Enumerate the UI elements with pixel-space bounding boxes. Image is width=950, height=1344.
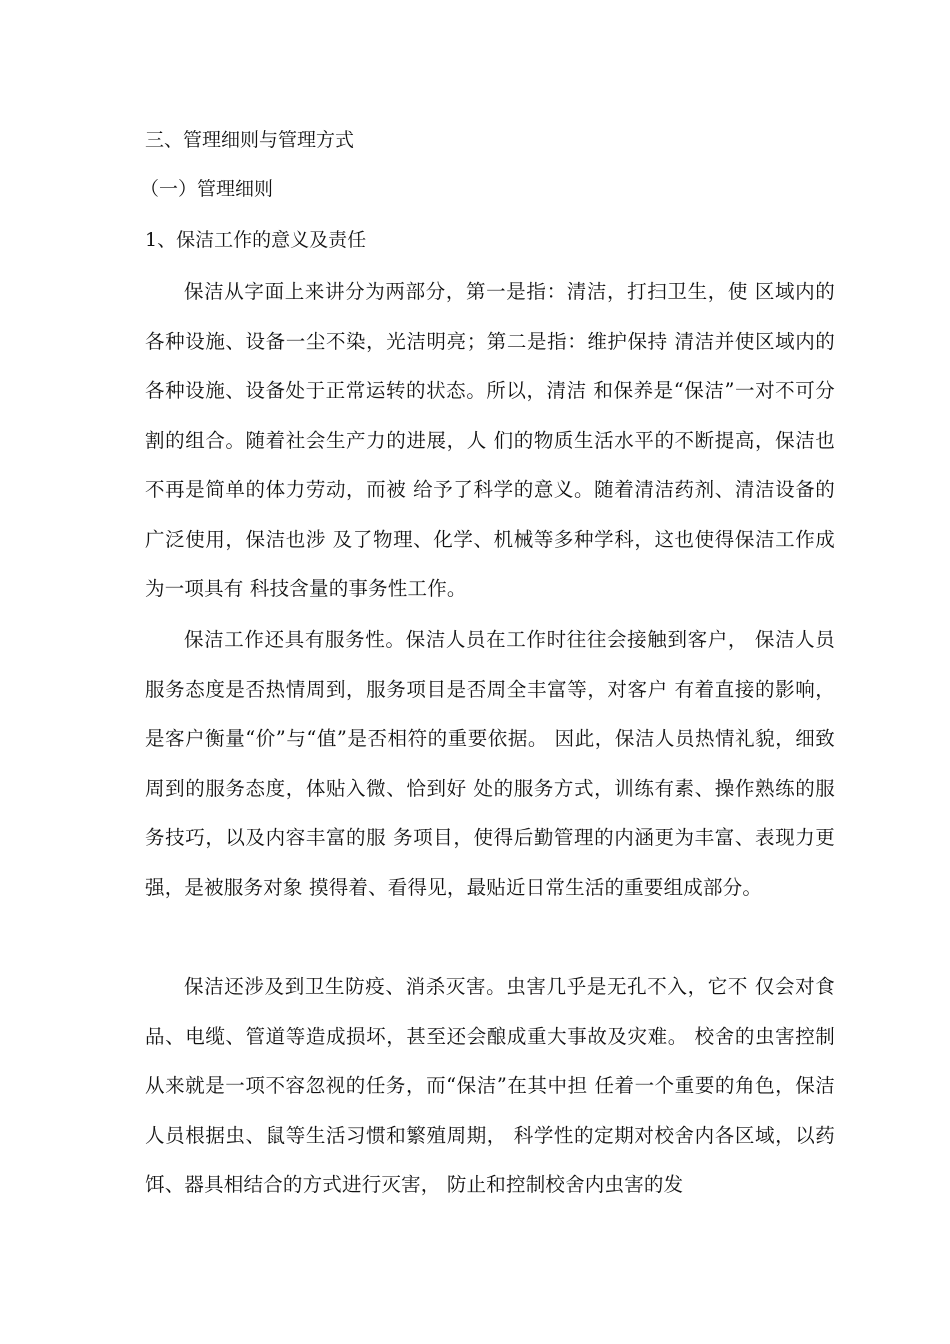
section-title: 三、管理细则与管理方式	[145, 129, 355, 151]
subsection-title: （一）管理细则	[140, 178, 274, 200]
paragraph-pest-control: 保洁还涉及到卫生防疫、消杀灭害。虫害几乎是无孔不入，它不 仅会对食品、电缆、管道等造成损坏，甚至还会酿成重大事故及灾难。 校舍的虫害控制从来就是一项不容忽视的任务，而“保洁”在其中担 任着一个重要的角色，保洁人员根据虫、鼠等生活习惯和繁殖周期， 科学性的定期对校舍内各区域，以药饵、器具相结合的方式进行灭害， 防止和控制校舍内虫害的发	[145, 975, 835, 1196]
paragraph-cleaning-meaning: 保洁从字面上来讲分为两部分，第一是指：清洁，打扫卫生，使 区域内的各种设施、设备一尘不染，光洁明亮；第二是指：维护保持 清洁并使区域内的各种设施、设备处于正常运转的状态。所以，清洁 和保养是“保洁”一对不可分割的组合。随着社会生产力的进展，人 们的物质生活水平的不断提高，保洁也不再是简单的体力劳动，而被 给予了科学的意义。随着清洁药剂、清洁设备的广泛使用，保洁也涉 及了物理、化学、机械等多种学科，这也使得保洁工作成为一项具有 科技含量的事务性工作。	[145, 280, 835, 600]
item-title: 1、保洁工作的意义及责任	[145, 229, 367, 251]
paragraph-service-nature: 保洁工作还具有服务性。保洁人员在工作时往往会接触到客户， 保洁人员服务态度是否热情周到，服务项目是否周全丰富等，对客户 有着直接的影响，是客户衡量“价”与“值”是否相符的重要依据。 因此，保洁人员热情礼貌，细致周到的服务态度，体贴入微、恰到好 处的服务方式，训练有素、操作熟练的服务技巧，以及内容丰富的服 务项目，使得后勤管理的内涵更为丰富、表现力更强，是被服务对象 摸得着、看得见，最贴近日常生活的重要组成部分。	[145, 628, 835, 899]
